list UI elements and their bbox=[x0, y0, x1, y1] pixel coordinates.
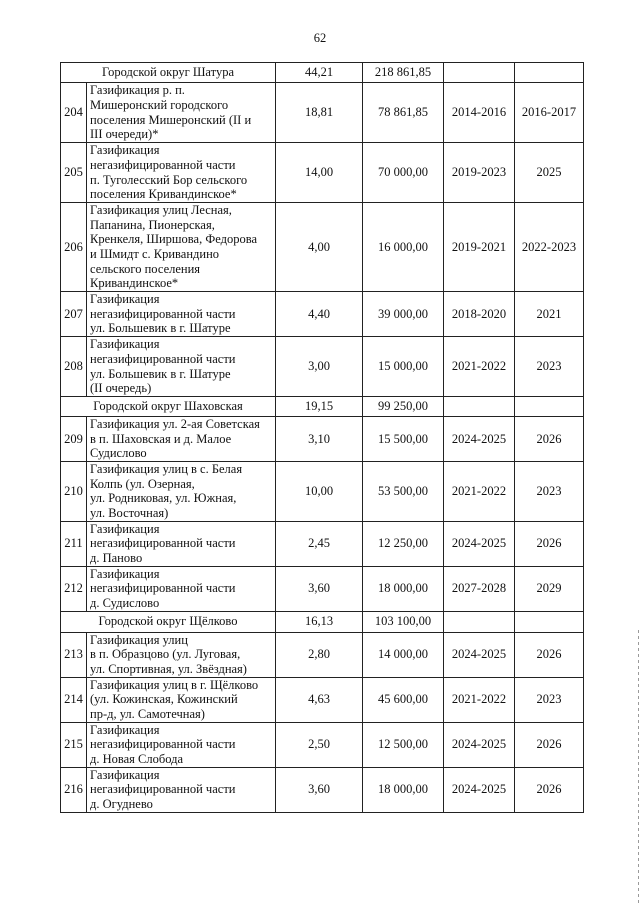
build-period: 2026 bbox=[515, 521, 584, 566]
section-title: Городской округ Щёлково bbox=[61, 611, 276, 632]
object-name: Газификация негазифицированной части п. Туголесский Бор сельского поселения Кривандинское* bbox=[87, 143, 276, 203]
object-name: Газификация негазифицированной части ул. Большевик в г. Шатуре (II очередь) bbox=[87, 337, 276, 397]
table-row bbox=[61, 632, 584, 677]
row-number: 206 bbox=[61, 203, 87, 292]
build-period: 2021 bbox=[515, 292, 584, 337]
design-period: 2014-2016 bbox=[444, 83, 515, 143]
object-name: Газификация ул. 2-ая Советская в п. Шаховская и д. Малое Судислово bbox=[87, 417, 276, 462]
pipeline-length: 2,80 bbox=[276, 632, 363, 677]
table-row bbox=[61, 521, 584, 566]
estimated-cost: 53 500,00 bbox=[363, 461, 444, 521]
build-period: 2023 bbox=[515, 461, 584, 521]
row-number: 205 bbox=[61, 143, 87, 203]
table-row bbox=[61, 203, 584, 292]
pipeline-length: 10,00 bbox=[276, 461, 363, 521]
row-number: 212 bbox=[61, 566, 87, 611]
build-period: 2026 bbox=[515, 722, 584, 767]
section-row bbox=[61, 63, 584, 83]
object-name: Газификация негазифицированной части ул. Большевик в г. Шатуре bbox=[87, 292, 276, 337]
estimated-cost: 12 250,00 bbox=[363, 521, 444, 566]
section-cost: 99 250,00 bbox=[363, 397, 444, 417]
table-row bbox=[61, 566, 584, 611]
design-period: 2021-2022 bbox=[444, 461, 515, 521]
row-number: 211 bbox=[61, 521, 87, 566]
section-build-period bbox=[515, 611, 584, 632]
pipeline-length: 18,81 bbox=[276, 83, 363, 143]
object-name: Газификация улиц в г. Щёлково (ул. Кожинская, Кожинский пр-д, ул. Самотечная) bbox=[87, 677, 276, 722]
design-period: 2024-2025 bbox=[444, 722, 515, 767]
section-length: 19,15 bbox=[276, 397, 363, 417]
pipeline-length: 2,50 bbox=[276, 722, 363, 767]
estimated-cost: 18 000,00 bbox=[363, 566, 444, 611]
build-period: 2025 bbox=[515, 143, 584, 203]
section-cost: 218 861,85 bbox=[363, 63, 444, 83]
section-design-period bbox=[444, 611, 515, 632]
pipeline-length: 2,45 bbox=[276, 521, 363, 566]
row-number: 214 bbox=[61, 677, 87, 722]
build-period: 2023 bbox=[515, 677, 584, 722]
estimated-cost: 70 000,00 bbox=[363, 143, 444, 203]
build-period: 2026 bbox=[515, 632, 584, 677]
table-body bbox=[61, 63, 584, 813]
object-name: Газификация улиц в п. Образцово (ул. Луговая, ул. Спортивная, ул. Звёздная) bbox=[87, 632, 276, 677]
row-number: 215 bbox=[61, 722, 87, 767]
design-period: 2024-2025 bbox=[444, 632, 515, 677]
table-row bbox=[61, 337, 584, 397]
design-period: 2021-2022 bbox=[444, 677, 515, 722]
object-name: Газификация негазифицированной части д. Новая Слобода bbox=[87, 722, 276, 767]
pipeline-length: 3,60 bbox=[276, 566, 363, 611]
object-name: Газификация негазифицированной части д. Судислово bbox=[87, 566, 276, 611]
section-title: Городской округ Шаховская bbox=[61, 397, 276, 417]
scan-edge-artifact bbox=[638, 630, 639, 905]
row-number: 213 bbox=[61, 632, 87, 677]
object-name: Газификация улиц Лесная, Папанина, Пионерская, Кренкеля, Ширшова, Федорова и Шмидт с. Кривандино сельского поселения Кривандинское* bbox=[87, 203, 276, 292]
table-row bbox=[61, 292, 584, 337]
table-row bbox=[61, 417, 584, 462]
section-cost: 103 100,00 bbox=[363, 611, 444, 632]
design-period: 2019-2021 bbox=[444, 203, 515, 292]
section-build-period bbox=[515, 63, 584, 83]
design-period: 2019-2023 bbox=[444, 143, 515, 203]
object-name: Газификация р. п. Мишеронский городского поселения Мишеронский (II и III очереди)* bbox=[87, 83, 276, 143]
build-period: 2026 bbox=[515, 767, 584, 812]
build-period: 2016-2017 bbox=[515, 83, 584, 143]
section-row bbox=[61, 611, 584, 632]
design-period: 2021-2022 bbox=[444, 337, 515, 397]
section-length: 44,21 bbox=[276, 63, 363, 83]
gasification-table bbox=[60, 62, 584, 813]
table-row bbox=[61, 767, 584, 812]
pipeline-length: 4,00 bbox=[276, 203, 363, 292]
section-design-period bbox=[444, 63, 515, 83]
table-row bbox=[61, 722, 584, 767]
table-row bbox=[61, 83, 584, 143]
estimated-cost: 18 000,00 bbox=[363, 767, 444, 812]
object-name: Газификация негазифицированной части д. Паново bbox=[87, 521, 276, 566]
estimated-cost: 14 000,00 bbox=[363, 632, 444, 677]
estimated-cost: 15 000,00 bbox=[363, 337, 444, 397]
table-row bbox=[61, 143, 584, 203]
table-row bbox=[61, 461, 584, 521]
pipeline-length: 4,63 bbox=[276, 677, 363, 722]
row-number: 210 bbox=[61, 461, 87, 521]
row-number: 204 bbox=[61, 83, 87, 143]
row-number: 207 bbox=[61, 292, 87, 337]
section-build-period bbox=[515, 397, 584, 417]
build-period: 2022-2023 bbox=[515, 203, 584, 292]
pipeline-length: 4,40 bbox=[276, 292, 363, 337]
estimated-cost: 39 000,00 bbox=[363, 292, 444, 337]
row-number: 208 bbox=[61, 337, 87, 397]
pipeline-length: 3,10 bbox=[276, 417, 363, 462]
build-period: 2029 bbox=[515, 566, 584, 611]
estimated-cost: 78 861,85 bbox=[363, 83, 444, 143]
pipeline-length: 14,00 bbox=[276, 143, 363, 203]
build-period: 2026 bbox=[515, 417, 584, 462]
design-period: 2024-2025 bbox=[444, 521, 515, 566]
row-number: 216 bbox=[61, 767, 87, 812]
estimated-cost: 45 600,00 bbox=[363, 677, 444, 722]
estimated-cost: 15 500,00 bbox=[363, 417, 444, 462]
pipeline-length: 3,00 bbox=[276, 337, 363, 397]
page-number: 62 bbox=[313, 31, 327, 45]
estimated-cost: 12 500,00 bbox=[363, 722, 444, 767]
pipeline-length: 3,60 bbox=[276, 767, 363, 812]
table-row bbox=[61, 677, 584, 722]
estimated-cost: 16 000,00 bbox=[363, 203, 444, 292]
object-name: Газификация негазифицированной части д. Огуднево bbox=[87, 767, 276, 812]
design-period: 2027-2028 bbox=[444, 566, 515, 611]
section-title: Городской округ Шатура bbox=[61, 63, 276, 83]
design-period: 2024-2025 bbox=[444, 417, 515, 462]
section-length: 16,13 bbox=[276, 611, 363, 632]
design-period: 2024-2025 bbox=[444, 767, 515, 812]
section-row bbox=[61, 397, 584, 417]
object-name: Газификация улиц в с. Белая Колпь (ул. Озерная, ул. Родниковая, ул. Южная, ул. Восточная) bbox=[87, 461, 276, 521]
section-design-period bbox=[444, 397, 515, 417]
design-period: 2018-2020 bbox=[444, 292, 515, 337]
build-period: 2023 bbox=[515, 337, 584, 397]
row-number: 209 bbox=[61, 417, 87, 462]
